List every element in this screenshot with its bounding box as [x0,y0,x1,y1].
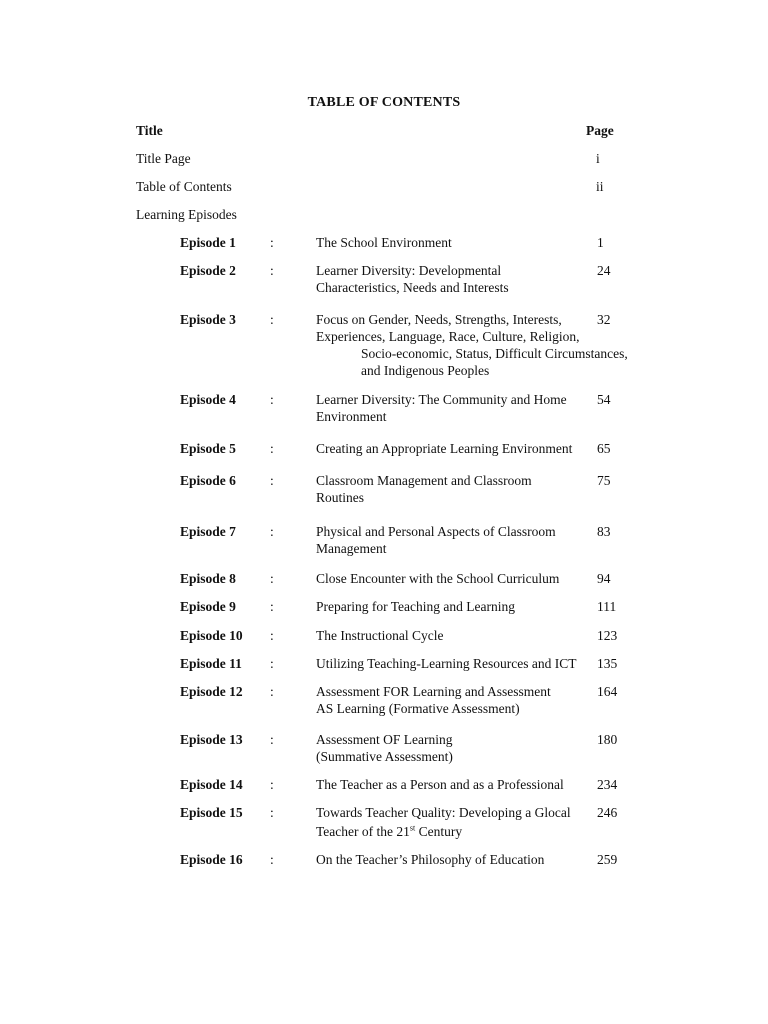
episode-title-line: Focus on Gender, Needs, Strengths, Interests, [316,312,562,327]
episode-title [316,655,591,672]
toc-entry-title: Table of Contents [136,179,232,194]
episode-separator: : [270,524,274,539]
toc-section-label: Learning Episodes [136,207,237,222]
episode-title [316,776,591,793]
episode-title [316,683,591,717]
episode-separator: : [270,263,274,278]
episode-separator: : [270,571,274,586]
episode-label: Episode 16 [180,852,243,867]
episode-title-line: AS Learning (Formative Assessment) [316,701,520,716]
column-header-title: Title [136,123,163,138]
episode-title [316,234,591,251]
episode-separator: : [270,312,274,327]
episode-page: 123 [597,628,618,643]
toc-entry-page: ii [596,179,604,194]
episode-title-line: Classroom Management and Classroom [316,473,532,488]
episode-title-line: Socio-economic, Status, Difficult Circumstances, [361,346,628,361]
episode-label: Episode 11 [180,656,242,671]
episode-label: Episode 15 [180,805,243,820]
episode-label: Episode 6 [180,473,236,488]
episode-label: Episode 3 [180,312,236,327]
episode-page: 94 [597,571,611,586]
episode-title [316,440,591,457]
toc-entry-title: Title Page [136,151,191,166]
episode-title-line: Management [316,541,387,556]
episode-title-line: Characteristics, Needs and Interests [316,280,509,295]
episode-title-line: The School Environment [316,235,452,250]
episode-label: Episode 4 [180,392,236,407]
episode-page: 75 [597,473,611,488]
ordinal-suffix: st [409,823,416,833]
episode-separator: : [270,628,274,643]
episode-page: 83 [597,524,611,539]
episode-title [316,627,591,644]
episode-title-text: Teacher of the 21 [316,824,410,839]
episode-page: 246 [597,805,618,820]
episode-separator: : [270,684,274,699]
episode-title [316,731,591,765]
episode-label: Episode 10 [180,628,243,643]
episode-separator: : [270,473,274,488]
episode-separator: : [270,777,274,792]
episode-page: 24 [597,263,611,278]
episode-label: Episode 1 [180,235,236,250]
episode-page: 32 [597,312,611,327]
episode-page: 135 [597,656,618,671]
episode-separator: : [270,441,274,456]
episode-title-line: Towards Teacher Quality: Developing a Glocal [316,805,571,820]
episode-page: 111 [597,599,617,614]
episode-page: 259 [597,852,618,867]
episode-title-line: Creating an Appropriate Learning Environment [316,441,573,456]
episode-page: 54 [597,392,611,407]
episode-title-line: Routines [316,490,365,505]
episode-title [316,804,591,840]
episode-label: Episode 5 [180,441,236,456]
column-header-page: Page [586,123,614,138]
episode-title [316,391,591,425]
episode-label: Episode 14 [180,777,243,792]
episode-label: Episode 9 [180,599,236,614]
episode-separator: : [270,392,274,407]
episode-title-text: Century [415,824,463,839]
episode-label: Episode 8 [180,571,236,586]
episode-title-line: The Instructional Cycle [316,628,444,643]
episode-title-line: The Teacher as a Person and as a Professional [316,777,564,792]
episode-separator: : [270,599,274,614]
episode-title-line: and Indigenous Peoples [361,363,490,378]
toc-entry-page: i [596,151,600,166]
episode-title-line: Physical and Personal Aspects of Classroom [316,524,556,539]
episode-title [316,523,591,557]
episode-separator: : [270,656,274,671]
episode-title-line: Environment [316,409,387,424]
episode-title-line: Assessment FOR Learning and Assessment [316,684,551,699]
episode-label: Episode 13 [180,732,243,747]
episode-title [316,851,591,868]
episode-title-line: (Summative Assessment) [316,749,453,764]
episode-label: Episode 12 [180,684,243,699]
episode-title-line: Learner Diversity: Developmental [316,263,502,278]
episode-page: 65 [597,441,611,456]
episode-title [316,472,591,506]
episode-title [316,262,591,296]
episode-title-line: On the Teacher’s Philosophy of Education [316,852,545,867]
toc-heading: TABLE OF CONTENTS [307,95,461,110]
episode-title-line: Close Encounter with the School Curriculum [316,571,560,586]
episode-separator: : [270,732,274,747]
episode-separator: : [270,805,274,820]
episode-title-line: Assessment OF Learning [316,732,453,747]
episode-separator: : [270,235,274,250]
episode-separator: : [270,852,274,867]
episode-page: 164 [597,684,618,699]
episode-title-line: Learner Diversity: The Community and Home [316,392,567,407]
episode-title-line: Preparing for Teaching and Learning [316,599,515,614]
episode-title [316,570,591,587]
episode-page: 180 [597,732,618,747]
episode-label: Episode 2 [180,263,236,278]
episode-title-line: Experiences, Language, Race, Culture, Religion, [316,329,580,344]
episode-title [316,598,591,615]
episode-page: 234 [597,777,618,792]
episode-page: 1 [597,235,604,250]
episode-label: Episode 7 [180,524,236,539]
episode-title-line: Utilizing Teaching-Learning Resources and ICT [316,656,577,671]
episode-title-line [316,823,591,840]
